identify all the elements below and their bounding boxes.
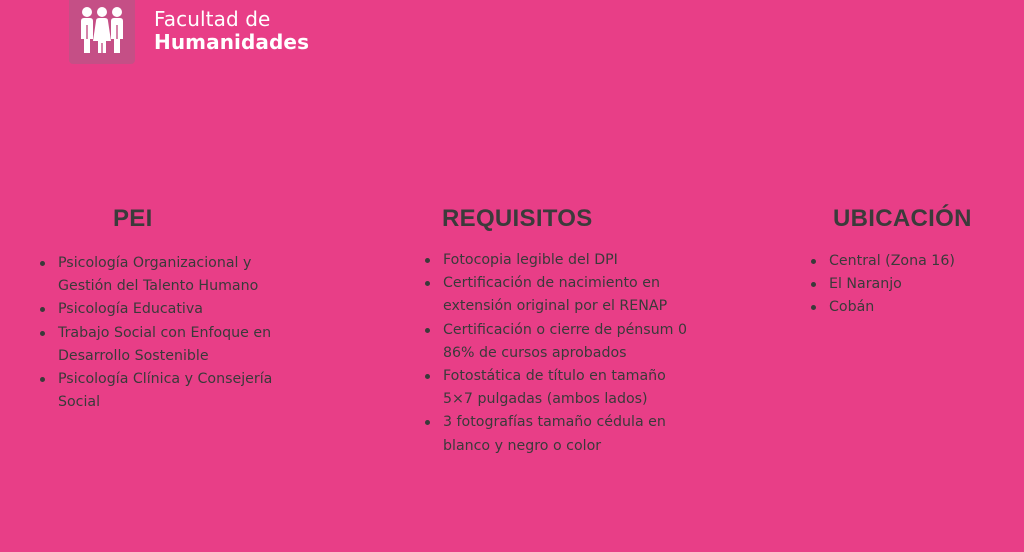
pei-item: Psicología Clínica y Consejería Social <box>40 368 310 414</box>
pei-list <box>40 252 310 414</box>
requisitos-heading: REQUISITOS <box>442 205 593 232</box>
faculty-brand[interactable] <box>69 0 309 64</box>
pei-column <box>40 204 310 414</box>
requisito-item: Fotocopia legible del DPI <box>425 249 695 272</box>
requisito-item: 3 fotografías tamaño cédula en blanco y negro o color <box>425 411 695 457</box>
requisito-item: Certificación de nacimiento en extensión original por el RENAP <box>425 272 695 318</box>
pei-heading: PEI <box>113 205 153 232</box>
ubicacion-column <box>811 204 1011 320</box>
requisitos-list <box>425 249 695 458</box>
requisito-item: Fotostática de título en tamaño 5×7 pulgadas (ambos lados) <box>425 365 695 411</box>
pei-item: Psicología Educativa <box>40 298 310 321</box>
faculty-name[interactable] <box>154 8 309 54</box>
ubicacion-heading: UBICACIÓN <box>833 205 972 232</box>
pei-item: Psicología Organizacional y Gestión del Talento Humano <box>40 252 310 298</box>
ubicacion-item: Cobán <box>811 296 1011 319</box>
faculty-logo[interactable] <box>69 0 135 64</box>
pei-item: Trabajo Social con Enfoque en Desarrollo Sostenible <box>40 322 310 368</box>
ubicacion-item: El Naranjo <box>811 273 1011 296</box>
ubicacion-list <box>811 250 1011 320</box>
people-group-icon <box>79 5 125 55</box>
requisitos-column <box>425 204 695 458</box>
requisito-item: Certificación o cierre de pénsum 0 86% de cursos aprobados <box>425 319 695 365</box>
faculty-name-line1: Facultad de <box>154 7 271 31</box>
faculty-name-line2: Humanidades <box>154 30 310 54</box>
ubicacion-item: Central (Zona 16) <box>811 250 1011 273</box>
